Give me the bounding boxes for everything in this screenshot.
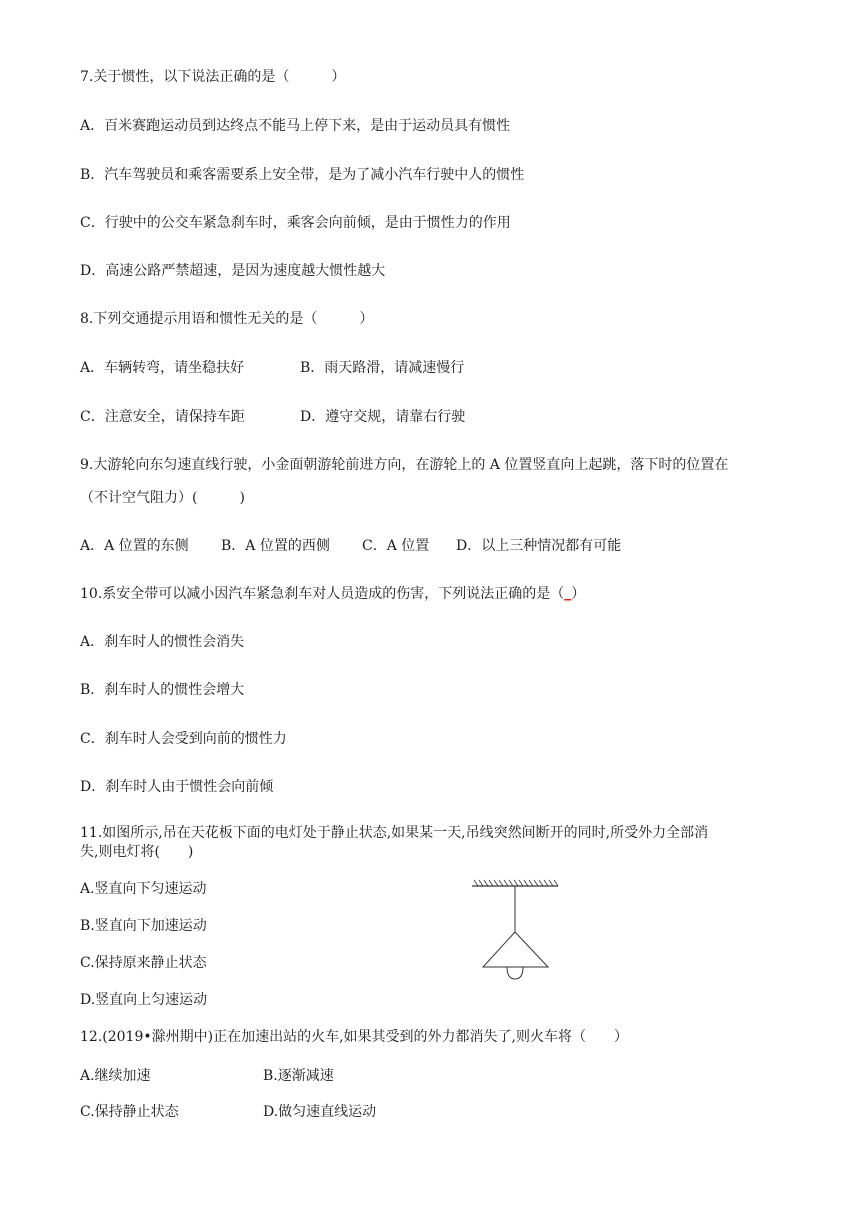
question-10-option-a: A．刹车时人的惯性会消失 — [80, 634, 245, 650]
question-12-stem: 12.(2019•滁州期中)正在加速出站的火车,如果其受到的外力都消失了,则火车将（ ） — [80, 1029, 628, 1045]
question-9-stem-line2: （不计空气阻力）( ) — [80, 490, 245, 506]
question-9-option-b: B．A 位置的西侧 — [221, 538, 330, 554]
question-11-option-b: B.竖直向下加速运动 — [80, 918, 207, 934]
lampshade-icon — [483, 932, 548, 967]
question-7-option-c: C．行驶中的公交车紧急刹车时，乘客会向前倾，是由于惯性力的作用 — [80, 215, 511, 231]
question-11-stem-line2: 失,则电灯将( ) — [80, 844, 194, 860]
question-12-option-c: C.保持静止状态 — [80, 1104, 179, 1120]
question-12-option-a: A.继续加速 — [80, 1068, 151, 1084]
question-7-option-d: D．高速公路严禁超速，是因为速度越大惯性越大 — [80, 263, 386, 279]
question-7-option-a: A．百米赛跑运动员到达终点不能马上停下来，是由于运动员具有惯性 — [80, 118, 511, 134]
question-10-stem — [80, 585, 585, 603]
question-10-option-c: C．刹车时人会受到向前的惯性力 — [80, 731, 287, 747]
question-10-option-d: D．刹车时人由于惯性会向前倾 — [80, 779, 274, 795]
light-bulb-icon — [507, 967, 523, 979]
question-8-option-a: A．车辆转弯，请坐稳扶好 — [80, 360, 245, 376]
question-11-stem-line1: 11.如图所示,吊在天花板下面的电灯处于静止状态,如果某一天,吊线突然间断开的同时,所受外力全部消 — [80, 825, 709, 841]
question-9-stem-line1: 9.大游轮向东匀速直线行驶，小金面朝游轮前进方向，在游轮上的 A 位置竖直向上起跳，落下时的位置在 — [80, 457, 729, 473]
question-8-option-d: D．遵守交规，请靠右行驶 — [300, 409, 466, 425]
question-10-stem-text: 10.系安全带可以减小因汽车紧急刹车对人员造成的伤害，下列说法正确的是（ — [80, 586, 565, 602]
question-7-option-b: B．汽车驾驶员和乘客需要系上安全带，是为了减小汽车行驶中人的惯性 — [80, 167, 525, 183]
question-8-option-c: C．注意安全，请保持车距 — [80, 409, 245, 425]
question-12-option-b: B.逐渐减速 — [263, 1068, 334, 1084]
question-8-option-b: B．雨天路滑，请减速慢行 — [300, 360, 465, 376]
question-10-option-b: B．刹车时人的惯性会增大 — [80, 682, 245, 698]
question-11-option-c: C.保持原来静止状态 — [80, 955, 207, 971]
lamp-diagram — [466, 878, 566, 988]
question-11-option-a: A.竖直向下匀速运动 — [80, 881, 207, 897]
answer-blank: _ — [564, 586, 572, 602]
question-9-option-c: C．A 位置 — [362, 538, 430, 554]
question-7-stem: 7.关于惯性，以下说法正确的是（ ） — [80, 69, 346, 85]
question-8-stem: 8.下列交通提示用语和惯性无关的是（ ） — [80, 311, 374, 327]
question-9-option-a: A．A 位置的东侧 — [80, 538, 189, 554]
question-10-stem-close: ） — [571, 586, 586, 602]
question-9-option-d: D．以上三种情况都有可能 — [456, 538, 622, 554]
question-11-option-d: D.竖直向上匀速运动 — [80, 992, 208, 1008]
hanging-lamp-figure — [466, 878, 566, 988]
ceiling-hatch-icon — [472, 880, 558, 886]
question-12-option-d: D.做匀速直线运动 — [263, 1104, 377, 1120]
